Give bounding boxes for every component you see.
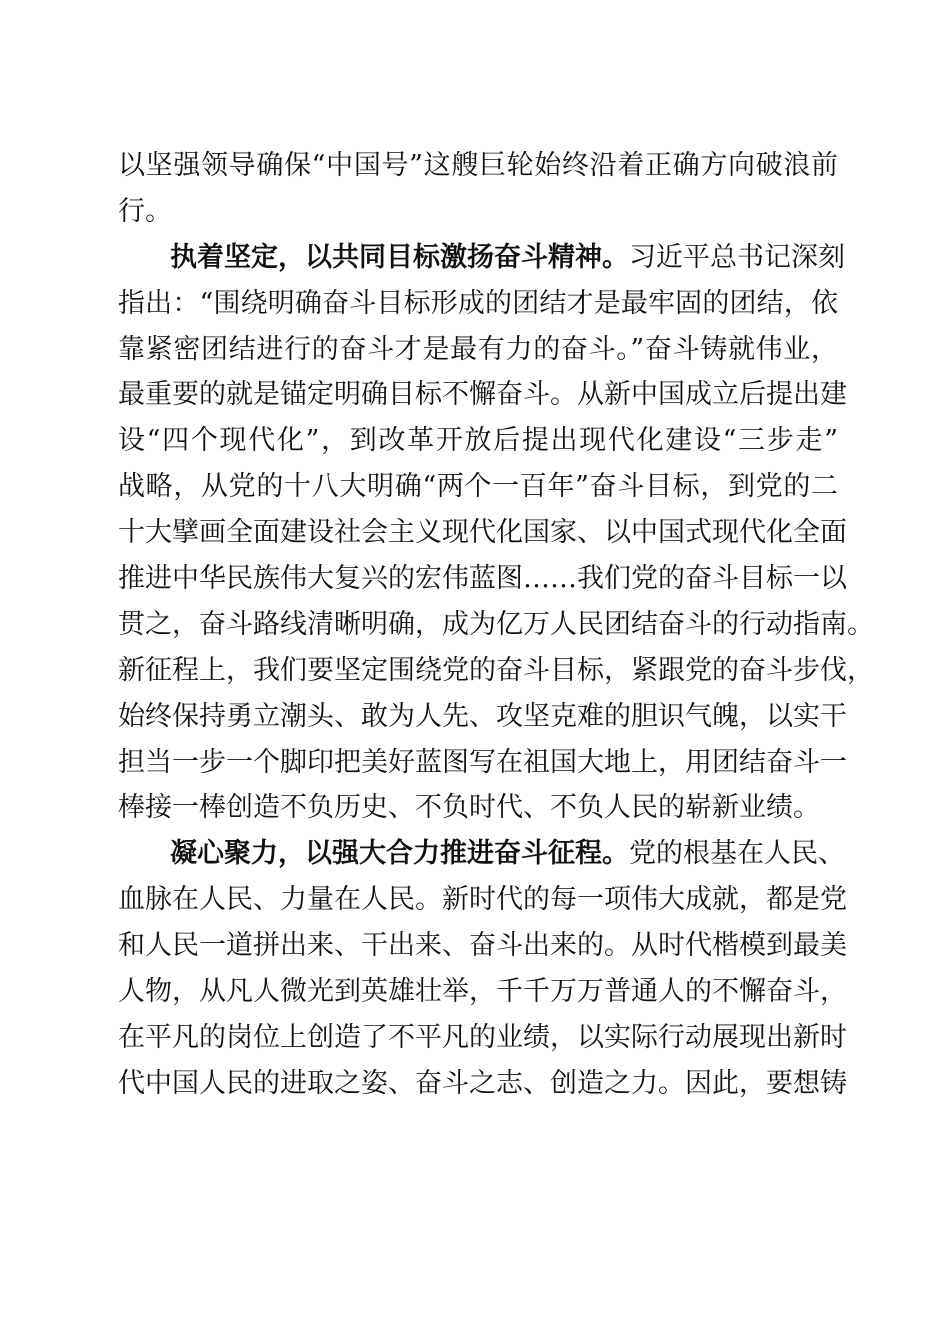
text-line: 人物，从凡人微光到英雄壮举，千千万万普通人的不懈奋斗， (118, 976, 847, 1008)
text-line: 最重要的就是锚定明确目标不懈奋斗。从新中国成立后提出建 (118, 379, 847, 411)
body-text (118, 143, 874, 1107)
text-line: 推进中华民族伟大复兴的宏伟蓝图……我们党的奋斗目标一以 (118, 563, 847, 595)
paragraph-first-line (118, 235, 845, 281)
text-line: 设“四个现代化”，到改革开放后提出现代化建设“三步走” (118, 425, 838, 457)
text-line: 行。 (118, 195, 172, 227)
text-run: 党的根基在人民、 (629, 838, 845, 870)
text-line: 血脉在人民、力量在人民。新时代的每一项伟大成就，都是党 (118, 884, 847, 916)
paragraph-lead: 执着坚定，以共同目标激扬奋斗精神。 (170, 241, 629, 273)
text-line: 担当一步一个脚印把美好蓝图写在祖国大地上，用团结奋斗一 (118, 746, 847, 778)
text-line: 棒接一棒创造不负历史、不负时代、不负人民的崭新业绩。 (118, 792, 820, 824)
paragraph-lead: 凝心聚力，以强大合力推进奋斗征程。 (170, 838, 629, 870)
paragraph-first-line (118, 831, 845, 877)
text-line: 十大擘画全面建设社会主义现代化国家、以中国式现代化全面 (118, 517, 847, 549)
text-line: 战略，从党的十八大明确“两个一百年”奋斗目标，到党的二 (118, 471, 838, 503)
text-line: 和人民一道拼出来、干出来、奋斗出来的。从时代楷模到最美 (118, 930, 847, 962)
text-line: 新征程上，我们要坚定围绕党的奋斗目标，紧跟党的奋斗步伐， (118, 654, 874, 686)
text-line: 在平凡的岗位上创造了不平凡的业绩，以实际行动展现出新时 (118, 1021, 847, 1053)
text-line: 以坚强领导确保“中国号”这艘巨轮始终沿着正确方向破浪前 (118, 150, 838, 181)
text-line: 贯之，奋斗路线清晰明确，成为亿万人民团结奋斗的行动指南。 (118, 608, 874, 640)
text-line: 代中国人民的进取之姿、奋斗之志、创造之力。因此，要想铸 (118, 1067, 847, 1099)
text-line: 始终保持勇立潮头、敢为人先、攻坚克难的胆识气魄，以实干 (118, 700, 847, 732)
text-line: 靠紧密团结进行的奋斗才是最有力的奋斗。”奋斗铸就伟业， (118, 333, 838, 365)
text-run: 习近平总书记深刻 (629, 241, 845, 273)
text-line: 指出：“围绕明确奋斗目标形成的团结才是最牢固的团结，依 (118, 287, 838, 319)
